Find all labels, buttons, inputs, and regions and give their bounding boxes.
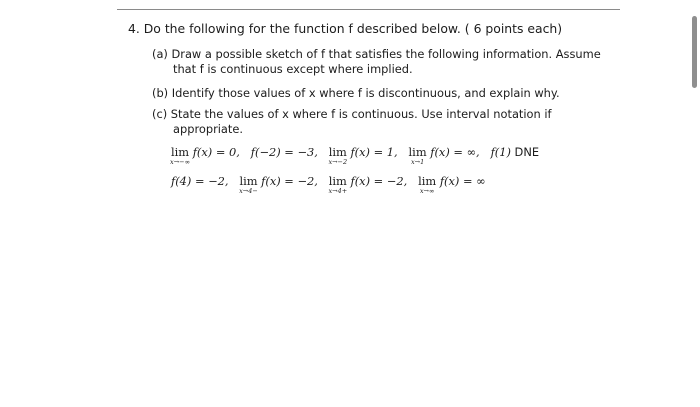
lim-subscript: x→4−: [239, 187, 258, 195]
lim-word: lim: [418, 174, 437, 188]
lim-subscript: x→−∞: [170, 158, 191, 166]
scrollbar-thumb[interactable]: [692, 16, 697, 88]
part-a-line2: that f is continuous except where implied.: [173, 62, 413, 76]
lim-word: lim: [171, 145, 190, 159]
value-at-4: f(4) = −2,: [171, 174, 229, 188]
top-divider: [117, 9, 620, 10]
conditions-row-2: [171, 174, 486, 195]
lim-expression: f(x) = ∞: [439, 174, 486, 188]
limit-1: [408, 145, 427, 166]
value-at-1: f(1): [490, 145, 511, 159]
lim-word: lim: [328, 174, 347, 188]
lim-subscript: x→1: [410, 158, 425, 166]
lim-subscript: x→−2: [328, 158, 348, 166]
conditions-row-1: [170, 145, 540, 166]
part-c-label: (c): [152, 107, 168, 121]
lim-expression: f(x) = 0,: [192, 145, 240, 159]
part-b-line1: Identify those values of x where f is discontinuous, and explain why.: [171, 86, 560, 100]
part-a: [152, 47, 601, 77]
value-at-neg2: f(−2) = −3,: [250, 145, 318, 159]
lim-subscript: x→∞: [419, 187, 435, 195]
lim-expression: f(x) = −2,: [261, 174, 318, 188]
lim-expression: f(x) = 1,: [350, 145, 398, 159]
dne-label: DNE: [514, 145, 540, 159]
limit-4-left: [239, 174, 258, 195]
part-a-line1: Draw a possible sketch of f that satisfies the following information. Assume: [171, 47, 601, 61]
lim-expression: f(x) = −2,: [350, 174, 408, 188]
part-b: [152, 86, 560, 101]
lim-word: lim: [239, 174, 258, 188]
part-c-line2: appropriate.: [173, 122, 243, 136]
lim-expression: f(x) = ∞,: [430, 145, 480, 159]
part-b-label: (b): [152, 86, 169, 100]
lim-subscript: x→4+: [328, 187, 348, 195]
problem-header: 4. Do the following for the function f described below. ( 6 points each): [128, 21, 563, 36]
limit-neg-infinity: [170, 145, 191, 166]
limit-pos-infinity: [418, 174, 437, 195]
part-c-line1: State the values of x where f is continuous. Use interval notation if: [170, 107, 552, 121]
part-c: [152, 107, 552, 137]
limit-neg2: [328, 145, 348, 166]
part-a-label: (a): [152, 47, 168, 61]
lim-word: lim: [328, 145, 347, 159]
limit-4-right: [328, 174, 348, 195]
lim-word: lim: [408, 145, 427, 159]
